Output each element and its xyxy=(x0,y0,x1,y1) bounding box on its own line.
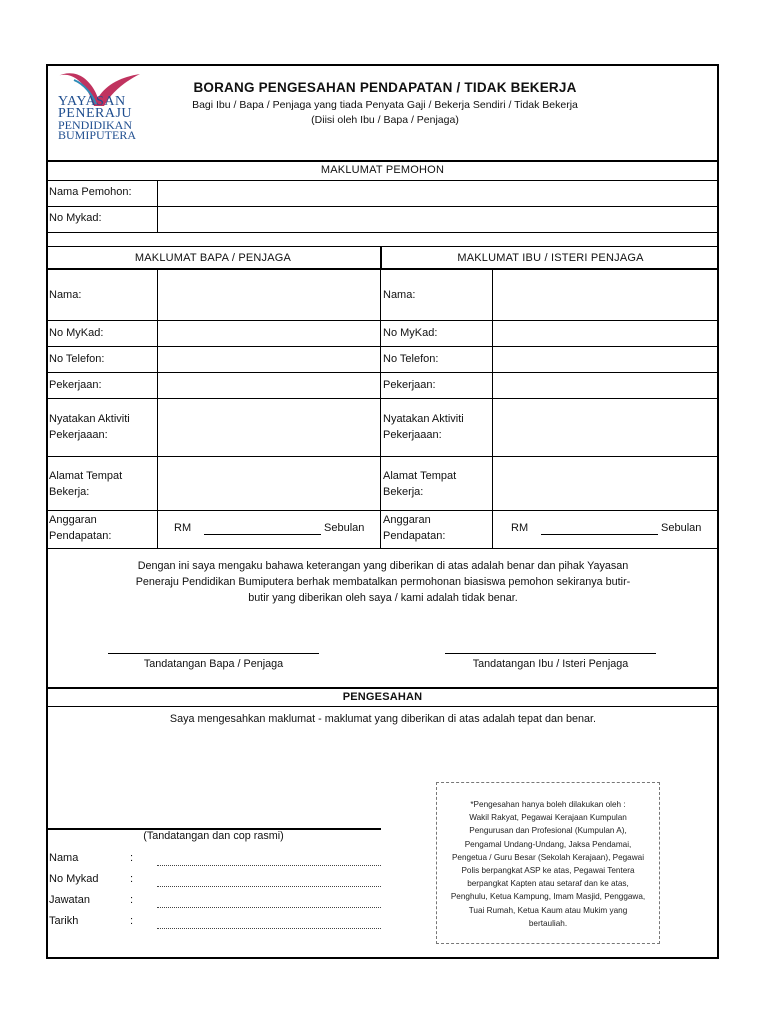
bapa-alamat-label-1: Alamat Tempat xyxy=(49,470,123,482)
divider xyxy=(46,160,719,162)
bapa-aktiviti-label-2: Pekerjaaan: xyxy=(49,429,108,441)
bapa-sebulan-label: Sebulan xyxy=(324,522,365,534)
note-line: Polis berpangkat ASP ke atas, Pegawai Tentera xyxy=(461,866,635,876)
official-field-colon: : xyxy=(130,915,134,927)
signature-line-ibu[interactable] xyxy=(445,653,656,654)
official-field-label-tarikh: Tarikh xyxy=(49,915,79,927)
official-field-label-mykad: No Mykad xyxy=(49,873,99,885)
bapa-telefon-label: No Telefon: xyxy=(49,353,105,365)
bapa-nama-field[interactable] xyxy=(158,270,379,319)
logo xyxy=(54,70,150,142)
ibu-sebulan-label: Sebulan xyxy=(661,522,702,534)
ibu-alamat-label-2: Bekerja: xyxy=(383,486,424,498)
logo-line-2: PENERAJU xyxy=(58,106,133,121)
bapa-rm-label: RM xyxy=(174,522,192,534)
bapa-income-field[interactable] xyxy=(204,534,321,535)
ibu-income-field[interactable] xyxy=(541,534,658,535)
declaration-line-3: butir yang diberikan oleh saya / kami adalah tidak benar. xyxy=(248,592,518,604)
bapa-anggaran-label-2: Pendapatan: xyxy=(49,530,112,542)
bapa-aktiviti-label-1: Nyatakan Aktiviti xyxy=(49,413,130,425)
ibu-pekerjaan-label: Pekerjaan: xyxy=(383,379,436,391)
bapa-aktiviti-field[interactable] xyxy=(158,399,379,455)
official-sign-caption: (Tandatangan dan cop rasmi) xyxy=(143,830,284,842)
note-line: bertauliah. xyxy=(528,918,568,928)
official-field-label-jawatan: Jawatan xyxy=(49,894,90,906)
form-title: BORANG PENGESAHAN PENDAPATAN / TIDAK BEKERJA xyxy=(193,80,577,95)
signature-caption-ibu: Tandatangan Ibu / Isteri Penjaga xyxy=(472,658,629,670)
divider xyxy=(46,687,719,689)
note-line: Pengamal Undang-Undang, Jaksa Pendamai, xyxy=(464,839,632,849)
ibu-rm-label: RM xyxy=(511,522,529,534)
divider xyxy=(46,706,719,707)
ibu-alamat-field[interactable] xyxy=(493,457,718,509)
mykad-pemohon-field[interactable] xyxy=(158,207,718,231)
ibu-mykad-field[interactable] xyxy=(493,321,718,345)
logo-line-4: BUMIPUTERA xyxy=(58,128,137,142)
ibu-pekerjaan-field[interactable] xyxy=(493,373,718,397)
bapa-alamat-label-2: Bekerja: xyxy=(49,486,90,498)
official-field-colon: : xyxy=(130,894,134,906)
bapa-mykad-label: No MyKad: xyxy=(49,327,104,339)
logo-line-1: YAYASAN xyxy=(58,94,126,109)
divider xyxy=(46,246,719,247)
note-line: Tuai Rumah, Ketua Kaum atau Mukim yang xyxy=(468,905,628,915)
official-mykad-field[interactable] xyxy=(157,886,381,887)
signature-caption-bapa: Tandatangan Bapa / Penjaga xyxy=(143,658,284,670)
form-subtitle: Bagi Ibu / Bapa / Penjaga yang tiada Penyata Gaji / Bekerja Sendiri / Tidak Bekerja xyxy=(192,99,578,111)
section-title-bapa: MAKLUMAT BAPA / PENJAGA xyxy=(134,252,292,264)
note-line: berpangkat Kapten atau setaraf dan ke atas, xyxy=(467,879,629,889)
bapa-mykad-field[interactable] xyxy=(158,321,379,345)
ibu-mykad-label: No MyKad: xyxy=(383,327,438,339)
official-nama-field[interactable] xyxy=(157,865,381,866)
bapa-anggaran-label-1: Anggaran xyxy=(49,514,97,526)
bapa-nama-label: Nama: xyxy=(49,289,82,301)
ibu-nama-label: Nama: xyxy=(383,289,416,301)
divider xyxy=(46,232,719,233)
ibu-aktiviti-field[interactable] xyxy=(493,399,718,455)
note-line: Pengetua / Guru Besar (Sekolah Kerajaan), Pegawai xyxy=(451,852,645,862)
ibu-alamat-label-1: Alamat Tempat xyxy=(383,470,457,482)
section-title-pengesahan: PENGESAHAN xyxy=(342,691,423,703)
ibu-nama-field[interactable] xyxy=(493,270,718,319)
note-line: Penghulu, Ketua Kampung, Imam Masjid, Penggawa, xyxy=(450,892,646,902)
signature-line-bapa[interactable] xyxy=(108,653,319,654)
declaration-line-2: Peneraju Pendidikan Bumiputera berhak membatalkan permohonan biasiswa pemohon sekiranya butir- xyxy=(135,576,631,588)
official-tarikh-field[interactable] xyxy=(157,928,381,929)
declaration-line-1: Dengan ini saya mengaku bahawa keterangan yang diberikan di atas adalah benar dan pihak Yayasan xyxy=(137,560,629,572)
note-line: *Pengesahan hanya boleh dilakukan oleh : xyxy=(470,800,626,809)
divider xyxy=(46,548,719,549)
bapa-pekerjaan-label: Pekerjaan: xyxy=(49,379,102,391)
official-field-label-nama: Nama xyxy=(49,852,79,864)
logo-line-3: PENDIDIKAN xyxy=(58,118,132,132)
ibu-anggaran-label-1: Anggaran xyxy=(383,514,431,526)
authorized-officers-note xyxy=(436,782,660,944)
divider xyxy=(46,510,719,511)
note-line: Wakil Rakyat, Pegawai Kerajaan Kumpulan xyxy=(469,813,627,823)
official-field-colon: : xyxy=(130,873,134,885)
form-note: (Diisi oleh Ibu / Bapa / Penjaga) xyxy=(311,114,459,126)
pengesahan-statement: Saya mengesahkan maklumat - maklumat yang diberikan di atas adalah tepat dan benar. xyxy=(169,713,597,725)
ibu-telefon-label: No Telefon: xyxy=(383,353,439,365)
mykad-pemohon-label: No Mykad: xyxy=(49,212,102,224)
section-title-pemohon: MAKLUMAT PEMOHON xyxy=(320,164,445,176)
ibu-telefon-field[interactable] xyxy=(493,347,718,371)
official-jawatan-field[interactable] xyxy=(157,907,381,908)
ibu-anggaran-label-2: Pendapatan: xyxy=(383,530,446,542)
official-field-colon: : xyxy=(130,852,134,864)
nama-pemohon-field[interactable] xyxy=(158,181,718,205)
section-title-ibu: MAKLUMAT IBU / ISTERI PENJAGA xyxy=(457,252,644,264)
ibu-aktiviti-label-1: Nyatakan Aktiviti xyxy=(383,413,464,425)
bapa-pekerjaan-field[interactable] xyxy=(158,373,379,397)
nama-pemohon-label: Nama Pemohon: xyxy=(49,186,132,198)
bapa-alamat-field[interactable] xyxy=(158,457,379,509)
bapa-telefon-field[interactable] xyxy=(158,347,379,371)
divider xyxy=(380,269,381,548)
note-line: Pengurusan dan Profesional (Kumpulan A), xyxy=(469,826,627,836)
ibu-aktiviti-label-2: Pekerjaaan: xyxy=(383,429,442,441)
